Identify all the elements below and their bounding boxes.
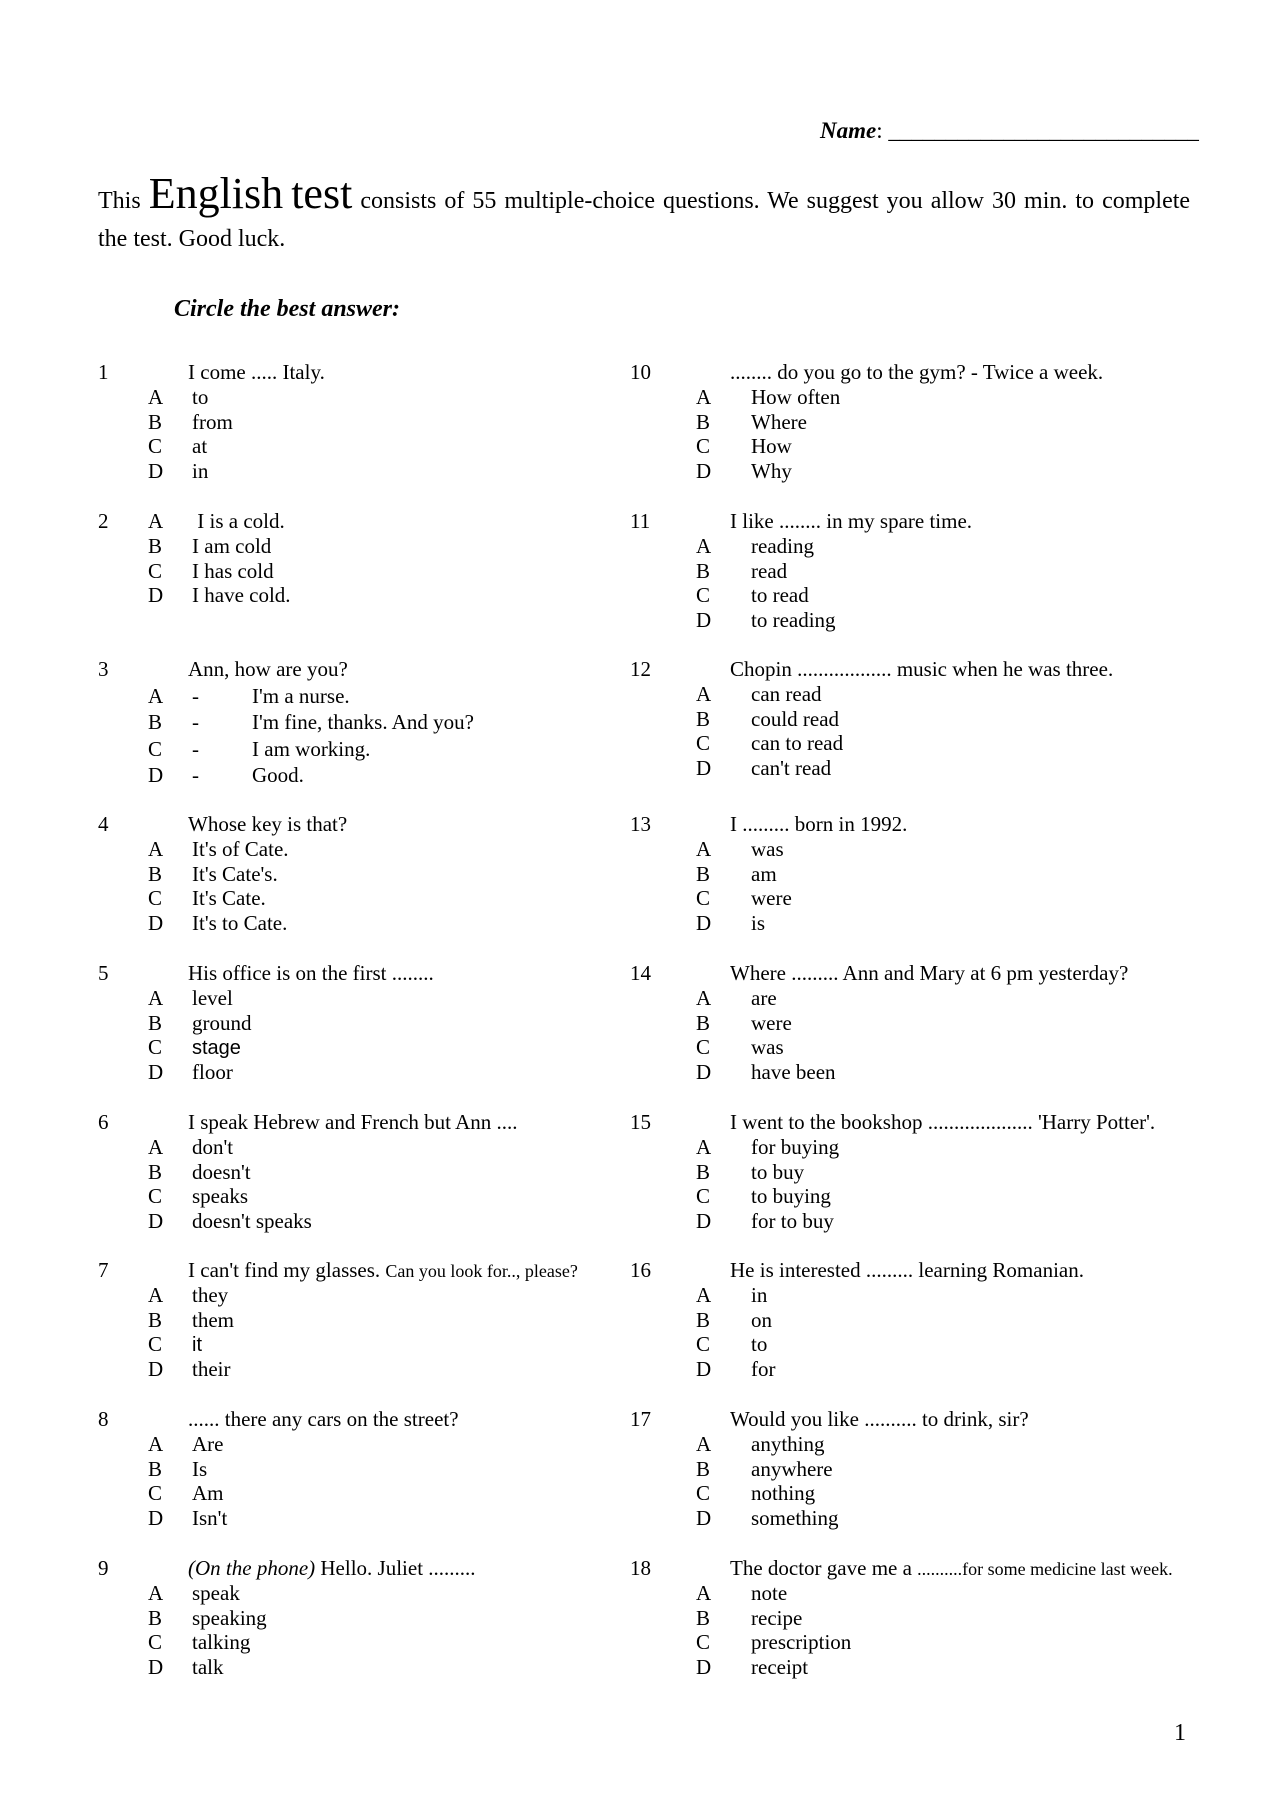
option-d[interactable]: [696, 459, 792, 484]
question-stem-text: I went to the bookshop .................... 'Harry Potter'.: [730, 1110, 1156, 1134]
option-a[interactable]: [148, 837, 289, 862]
question-stem-text: Ann, how are you?: [188, 657, 348, 681]
option-a[interactable]: [148, 1283, 228, 1308]
intro-english: English: [148, 169, 284, 218]
option-letter: A: [148, 1580, 164, 1605]
question-stem: [188, 657, 348, 682]
option-a[interactable]: [696, 1432, 825, 1457]
option-letter: D: [696, 1506, 712, 1531]
option-d[interactable]: [696, 1357, 776, 1382]
option-letter: A: [148, 1282, 164, 1307]
option-letter: B: [696, 1159, 711, 1184]
option-d[interactable]: [148, 1506, 227, 1531]
question-stem-text: I can't find my glasses.: [188, 1258, 381, 1282]
option-a[interactable]: [696, 534, 814, 559]
option-text: ground: [192, 1010, 252, 1035]
option-d[interactable]: [148, 459, 208, 484]
question-number: 4: [98, 812, 109, 836]
option-letter: A: [148, 384, 164, 409]
option-letter: D: [696, 1357, 712, 1382]
option-a[interactable]: [696, 986, 777, 1011]
option-letter: B: [148, 1456, 163, 1481]
question-number: 14: [630, 961, 651, 985]
option-text: am: [751, 861, 777, 886]
option-a[interactable]: [148, 684, 350, 709]
option-c[interactable]: [696, 1332, 767, 1357]
option-text: Is: [192, 1456, 208, 1481]
question-stem: [188, 1110, 518, 1135]
question-stem-text: I like ........ in my spare time.: [730, 509, 973, 533]
option-letter: B: [696, 409, 711, 434]
option-letter: B: [148, 1010, 163, 1035]
page-number: 1: [1174, 1720, 1186, 1746]
option-text: speaks: [192, 1184, 248, 1209]
question-number: 7: [98, 1258, 109, 1282]
option-text: How: [751, 434, 792, 459]
option-text: How often: [751, 384, 841, 409]
option-letter: D: [148, 911, 164, 936]
option-a[interactable]: [696, 682, 822, 707]
option-letter: C: [148, 1184, 163, 1209]
question-number: 16: [630, 1258, 651, 1282]
intro-paragraph: [98, 169, 1191, 258]
option-text: I'm a nurse.: [252, 683, 350, 708]
option-text: can't read: [751, 756, 832, 781]
option-a[interactable]: [696, 1283, 767, 1308]
option-text: I am cold: [192, 533, 272, 558]
option-letter: B: [696, 1456, 711, 1481]
option-text: I am working.: [252, 736, 371, 761]
option-c[interactable]: [696, 1184, 831, 1209]
option-a[interactable]: [148, 385, 208, 410]
option-letter: C: [696, 886, 711, 911]
option-letter: B: [696, 558, 711, 583]
question-stem: [188, 812, 347, 837]
option-letter: C: [696, 1630, 711, 1655]
option-letter: D: [148, 459, 164, 484]
option-text: something: [751, 1506, 839, 1531]
option-text: from: [192, 409, 233, 434]
option-a[interactable]: [696, 1135, 839, 1160]
option-text: Why: [751, 459, 792, 484]
question-stem-text: Chopin .................. music when he was three.: [730, 657, 1114, 681]
option-letter: B: [148, 1159, 163, 1184]
option-text: for to buy: [751, 1209, 834, 1234]
option-letter: D: [148, 583, 164, 608]
option-letter: A: [148, 985, 164, 1010]
option-c[interactable]: [148, 1481, 224, 1506]
question-stem-text: Hello. Juliet .........: [320, 1556, 476, 1580]
question-number: 1: [98, 360, 109, 384]
option-letter: A: [148, 836, 164, 861]
option-b[interactable]: [148, 1606, 267, 1631]
option-c[interactable]: [148, 1630, 250, 1655]
option-text: was: [751, 1035, 784, 1060]
option-letter: D: [696, 1060, 712, 1085]
option-d[interactable]: [696, 1506, 839, 1531]
option-text: Isn't: [192, 1506, 228, 1531]
option-text: It's Cate.: [192, 886, 266, 911]
option-c[interactable]: [696, 1481, 815, 1506]
option-text: can read: [751, 681, 822, 706]
question-stem-italic: (On the phone): [188, 1556, 316, 1580]
question-number: 9: [98, 1556, 109, 1580]
option-b[interactable]: [696, 410, 807, 435]
option-letter: C: [696, 1035, 711, 1060]
option-letter: B: [148, 533, 163, 558]
question-stem: [188, 1258, 578, 1283]
question-stem: [730, 509, 972, 534]
question-number: 3: [98, 657, 109, 681]
option-text: is: [751, 911, 766, 936]
option-text: have been: [751, 1060, 836, 1085]
question-number: 8: [98, 1407, 109, 1431]
option-letter: A: [696, 985, 712, 1010]
option-letter: A: [696, 1134, 712, 1159]
option-d[interactable]: [148, 911, 287, 936]
option-letter: C: [696, 731, 711, 756]
option-c[interactable]: [696, 886, 792, 911]
option-text: It's of Cate.: [192, 836, 289, 861]
option-letter: A: [148, 509, 164, 533]
option-text: it: [192, 1334, 202, 1357]
question-stem: [730, 961, 1128, 986]
instruction: Circle the best answer:: [174, 296, 400, 322]
option-b[interactable]: [696, 1160, 804, 1185]
option-text: anything: [751, 1431, 825, 1456]
option-text: stage: [192, 1037, 241, 1060]
option-c[interactable]: [696, 434, 792, 459]
option-text: recipe: [751, 1605, 803, 1630]
option-text: they: [192, 1282, 229, 1307]
option-letter: C: [148, 1630, 163, 1655]
option-letter: C: [696, 1184, 711, 1209]
option-text: for buying: [751, 1134, 840, 1159]
option-d[interactable]: [696, 1209, 834, 1234]
option-d[interactable]: [696, 756, 831, 781]
question-stem: [188, 360, 325, 385]
option-c[interactable]: [696, 731, 843, 756]
option-d[interactable]: [148, 1357, 230, 1382]
option-letter: C: [148, 736, 163, 761]
option-c[interactable]: [148, 1035, 241, 1060]
option-letter: A: [696, 1431, 712, 1456]
option-text: at: [192, 434, 208, 459]
option-text: to buying: [751, 1184, 831, 1209]
option-text: can to read: [751, 731, 844, 756]
option-text: are: [751, 985, 777, 1010]
option-letter: A: [148, 683, 164, 708]
option-b[interactable]: [696, 1011, 792, 1036]
question-stem-text: Would you like .......... to drink, sir?: [730, 1407, 1029, 1431]
question-stem: [188, 1556, 476, 1581]
option-b[interactable]: [696, 862, 777, 887]
option-text: to: [751, 1332, 768, 1357]
question-stem-small: ..........for some medicine last week.: [917, 1559, 1173, 1579]
option-text: prescription: [751, 1630, 852, 1655]
option-letter: C: [148, 1035, 163, 1060]
option-a[interactable]: [148, 509, 285, 534]
option-text: them: [192, 1307, 234, 1332]
option-letter: D: [148, 1506, 164, 1531]
option-text: read: [751, 558, 788, 583]
option-letter: D: [148, 1209, 164, 1234]
option-text: level: [192, 985, 233, 1010]
name-colon: :: [876, 118, 883, 143]
option-letter: B: [148, 861, 163, 886]
option-b[interactable]: [696, 1606, 802, 1631]
question-stem-text: ...... there any cars on the street?: [188, 1407, 459, 1431]
option-text: floor: [192, 1060, 233, 1085]
option-letter: C: [696, 1481, 711, 1506]
option-text: note: [751, 1580, 788, 1605]
option-b[interactable]: [148, 1160, 251, 1185]
option-text: receipt: [751, 1655, 809, 1680]
option-text: on: [751, 1307, 772, 1332]
option-text: were: [751, 886, 792, 911]
option-b[interactable]: [148, 862, 278, 887]
name-field-line: [820, 118, 1199, 144]
option-a[interactable]: [696, 1581, 787, 1606]
option-letter: D: [148, 1060, 164, 1085]
option-a[interactable]: [148, 1432, 223, 1457]
question-stem-text: I speak Hebrew and French but Ann ....: [188, 1110, 518, 1134]
option-letter: A: [696, 384, 712, 409]
option-a[interactable]: [696, 837, 784, 862]
option-text: I'm fine, thanks. And you?: [252, 710, 474, 734]
option-text: Am: [192, 1481, 224, 1506]
option-b[interactable]: [148, 1011, 252, 1036]
option-text: to read: [751, 583, 809, 608]
option-letter: C: [696, 583, 711, 608]
name-blank: ___________________________: [888, 118, 1199, 143]
option-text: anywhere: [751, 1456, 833, 1481]
question-number: 10: [630, 360, 651, 384]
option-b[interactable]: [696, 707, 839, 732]
question-stem-text: The doctor gave me a: [730, 1556, 912, 1580]
option-text: their: [192, 1357, 231, 1382]
question-stem-text: His office is on the first ........: [188, 961, 434, 985]
intro-rest: consists of 55 multiple-choice questions. We suggest you allow 30 min. to complete the test. Good luck.: [98, 188, 1191, 252]
option-text: I has cold: [192, 558, 274, 583]
option-text: reading: [751, 533, 814, 558]
option-text: were: [751, 1010, 792, 1035]
question-number: 12: [630, 657, 651, 681]
option-letter: C: [148, 886, 163, 911]
option-a[interactable]: [148, 986, 233, 1011]
option-c[interactable]: [148, 434, 207, 459]
option-dash: -: [192, 710, 199, 734]
option-letter: D: [696, 911, 712, 936]
question-number: 18: [630, 1556, 651, 1580]
option-c[interactable]: [148, 1332, 202, 1357]
option-text: speak: [192, 1580, 240, 1605]
option-letter: D: [148, 763, 164, 787]
option-letter: D: [696, 1655, 712, 1680]
question-stem-text: I come ..... Italy.: [188, 360, 325, 384]
question-number: 6: [98, 1110, 109, 1134]
option-dash: -: [192, 763, 199, 787]
option-c[interactable]: [148, 737, 370, 762]
option-letter: B: [696, 706, 711, 731]
option-d[interactable]: [148, 1655, 224, 1680]
option-letter: A: [696, 1580, 712, 1605]
option-c[interactable]: [696, 1630, 851, 1655]
option-letter: C: [148, 1481, 163, 1506]
option-letter: B: [696, 861, 711, 886]
option-d[interactable]: [148, 583, 291, 608]
option-text: Where: [751, 409, 807, 434]
option-a[interactable]: [148, 1135, 233, 1160]
option-b[interactable]: [696, 1457, 833, 1482]
option-d[interactable]: [696, 911, 765, 936]
question-stem-text: Where ......... Ann and Mary at 6 pm yesterday?: [730, 961, 1129, 985]
option-letter: C: [696, 1332, 711, 1357]
option-letter: A: [148, 1431, 164, 1456]
question-number: 5: [98, 961, 109, 985]
option-b[interactable]: [148, 710, 474, 735]
option-letter: D: [696, 756, 712, 781]
option-text: for: [751, 1357, 776, 1382]
name-label: Name: [820, 118, 877, 143]
option-text: could read: [751, 706, 840, 731]
option-letter: C: [696, 434, 711, 459]
question-stem: [730, 657, 1113, 682]
option-b[interactable]: [148, 1308, 234, 1333]
question-stem-text: ........ do you go to the gym? - Twice a week.: [730, 360, 1104, 384]
option-letter: D: [148, 1357, 164, 1382]
option-c[interactable]: [696, 1035, 784, 1060]
option-letter: A: [148, 1134, 164, 1159]
option-dash: -: [192, 736, 199, 761]
option-d[interactable]: [148, 763, 304, 788]
option-b[interactable]: [696, 1308, 772, 1333]
question-stem-text: Whose key is that?: [188, 812, 348, 836]
option-letter: A: [696, 533, 712, 558]
option-b[interactable]: [148, 1457, 207, 1482]
intro-test: test: [291, 169, 353, 218]
option-a[interactable]: [148, 1581, 240, 1606]
option-text: It's Cate's.: [192, 861, 278, 886]
option-d[interactable]: [696, 608, 836, 633]
option-text: I is a cold.: [192, 509, 285, 533]
option-text: to: [192, 384, 209, 409]
option-b[interactable]: [696, 559, 787, 584]
question-number: 2: [98, 509, 109, 533]
option-letter: B: [696, 1010, 711, 1035]
option-letter: D: [696, 1209, 712, 1234]
option-text: talk: [192, 1655, 224, 1680]
option-c[interactable]: [148, 559, 274, 584]
question-stem: [730, 1407, 1029, 1432]
option-text: to buy: [751, 1159, 805, 1184]
option-text: talking: [192, 1630, 251, 1655]
option-text: doesn't speaks: [192, 1209, 312, 1234]
option-d[interactable]: [148, 1209, 312, 1234]
option-text: nothing: [751, 1481, 816, 1506]
option-letter: C: [148, 434, 163, 459]
option-text: don't: [192, 1134, 234, 1159]
question-stem: [730, 1110, 1155, 1135]
option-letter: A: [696, 681, 712, 706]
option-c[interactable]: [696, 583, 809, 608]
option-letter: D: [696, 459, 712, 484]
option-text: in: [751, 1282, 768, 1307]
option-text: to reading: [751, 608, 836, 633]
option-letter: B: [148, 1307, 163, 1332]
option-letter: B: [148, 710, 163, 734]
option-letter: D: [696, 608, 712, 633]
option-b[interactable]: [148, 534, 271, 559]
option-letter: C: [148, 1332, 163, 1357]
option-letter: D: [148, 1655, 164, 1680]
option-c[interactable]: [148, 1184, 248, 1209]
option-letter: B: [148, 1605, 163, 1630]
question-stem: [730, 1556, 1173, 1581]
option-letter: A: [696, 836, 712, 861]
option-a[interactable]: [696, 385, 840, 410]
question-stem-small: Can you look for.., please?: [385, 1261, 578, 1281]
option-letter: B: [148, 409, 163, 434]
option-letter: B: [696, 1605, 711, 1630]
option-text: in: [192, 459, 209, 484]
question-number: 17: [630, 1407, 651, 1431]
question-stem-text: He is interested ......... learning Romanian.: [730, 1258, 1084, 1282]
option-b[interactable]: [148, 410, 233, 435]
option-d[interactable]: [148, 1060, 233, 1085]
question-stem: [188, 1407, 459, 1432]
option-dash: -: [192, 683, 199, 708]
option-text: doesn't: [192, 1159, 251, 1184]
option-text: Are: [192, 1431, 224, 1456]
intro-this: This: [98, 188, 141, 214]
option-letter: B: [696, 1307, 711, 1332]
option-text: was: [751, 836, 784, 861]
option-letter: C: [148, 558, 163, 583]
question-stem-text: I ......... born in 1992.: [730, 812, 908, 836]
question-stem: [730, 1258, 1084, 1283]
question-stem: [730, 812, 907, 837]
question-stem: [188, 961, 434, 986]
option-text: It's to Cate.: [192, 911, 288, 936]
question-number: 13: [630, 812, 651, 836]
option-c[interactable]: [148, 886, 266, 911]
option-text: I have cold.: [192, 583, 291, 608]
option-text: Good.: [252, 763, 304, 787]
question-stem: [730, 360, 1103, 385]
question-number: 11: [630, 509, 651, 533]
question-number: 15: [630, 1110, 651, 1134]
option-d[interactable]: [696, 1060, 836, 1085]
option-d[interactable]: [696, 1655, 808, 1680]
option-text: speaking: [192, 1605, 267, 1630]
option-letter: A: [696, 1282, 712, 1307]
